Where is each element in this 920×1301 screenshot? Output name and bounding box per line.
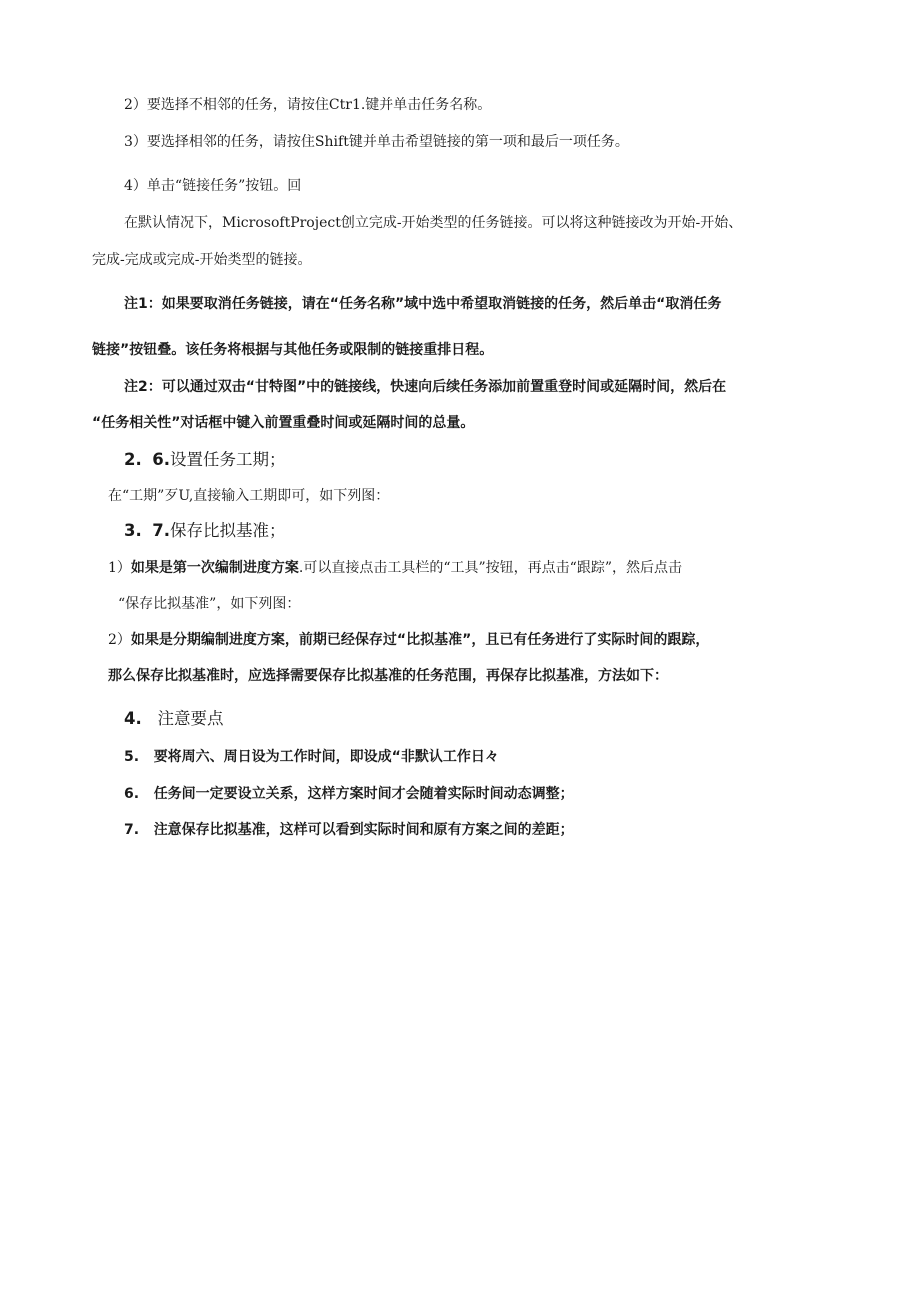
point-text: 要将周六、周日设为工作时间，即设成“非默认工作日々 (153, 749, 499, 765)
item-text: 如果是分期编制进度方案，前期已经保存过“比拟基准”，且已有任务进行了实际时间的跟踪， (130, 632, 710, 648)
baseline-item-1-line2: “保存比拟基准”，如下列图： (118, 596, 301, 612)
baseline-item-2-line2: 那么保存比拟基准时，应选择需要保存比拟基准的任务范围，再保存比拟基准，方法如下： (108, 668, 668, 684)
step-number: 4） (124, 178, 147, 194)
point-text: 注意保存比拟基准，这样可以看到实际时间和原有方案之间的差距； (153, 822, 574, 838)
step-2 (124, 95, 491, 115)
note-point-7 (124, 820, 574, 840)
section-title: 保存比拟基准； (170, 521, 286, 540)
baseline-item-2-line1 (108, 630, 709, 650)
point-number: 5. (124, 749, 140, 765)
note2-line1: 注2：可以通过双击“甘特图”中的链接线，快速向后续任务添加前置重登时间或延隔时间，然后在 (124, 379, 727, 395)
step-number: 3） (124, 134, 147, 150)
note1-line2: 链接”按钮叠。该任务将根据与其他任务或限制的链接重排日程。 (92, 342, 494, 358)
note-point-5 (124, 747, 499, 767)
item-text: .可以直接点击工具栏的“工具”按钮，再点击“跟踪”，然后点击 (298, 560, 682, 576)
step-4 (124, 176, 301, 196)
section-subnumber: 6. (152, 450, 170, 469)
step-text: 单击“链接任务”按钮。回 (146, 178, 302, 194)
step-text: 要选择不相邻的任务，请按住Ctr1.键并单击任务名称。 (146, 97, 492, 113)
section-heading-duration (124, 448, 286, 472)
section-number: 2. (124, 450, 142, 469)
section-title: 设置任务工期； (170, 450, 286, 469)
item-number: 2） (108, 632, 131, 648)
section-subnumber: 7. (152, 521, 170, 540)
point-text: 任务间一定要设立关系，这样方案时间才会随着实际时间动态调整； (153, 786, 574, 802)
note2-line2: “任务相关性”对话框中键入前置重叠时间或延隔时间的总量。 (92, 415, 475, 431)
step-number: 2） (124, 97, 147, 113)
note1-line1: 注1：如果要取消任务链接，请在“任务名称”域中选中希望取消链接的任务，然后单击“取消任务 (124, 296, 722, 312)
step-text: 要选择相邻的任务，请按住Shift键并单击希望链接的第一项和最后一项任务。 (146, 134, 629, 150)
default-link-paragraph-line1: 在默认情况下，MicrosoftProject创立完成-开始类型的任务链接。可以将这种链接改为开始-开始、 (124, 215, 743, 231)
section-heading-notes (124, 707, 224, 731)
section-number: 4. (124, 709, 142, 728)
item-number: 1） (108, 560, 131, 576)
section-number: 3. (124, 521, 142, 540)
section-title: 注意要点 (157, 709, 224, 728)
point-number: 7. (124, 822, 140, 838)
note-point-6 (124, 784, 574, 804)
step-3 (124, 132, 629, 152)
point-number: 6. (124, 786, 140, 802)
duration-instruction: 在“工期”歹U,直接输入工期即可，如下列图： (108, 488, 390, 504)
default-link-paragraph-line2: 完成-完成或完成-开始类型的链接。 (92, 252, 312, 268)
section-heading-baseline (124, 519, 286, 543)
baseline-item-1-line1 (108, 558, 682, 578)
item-bold-text: 如果是第一次编制进度方案 (130, 560, 299, 576)
